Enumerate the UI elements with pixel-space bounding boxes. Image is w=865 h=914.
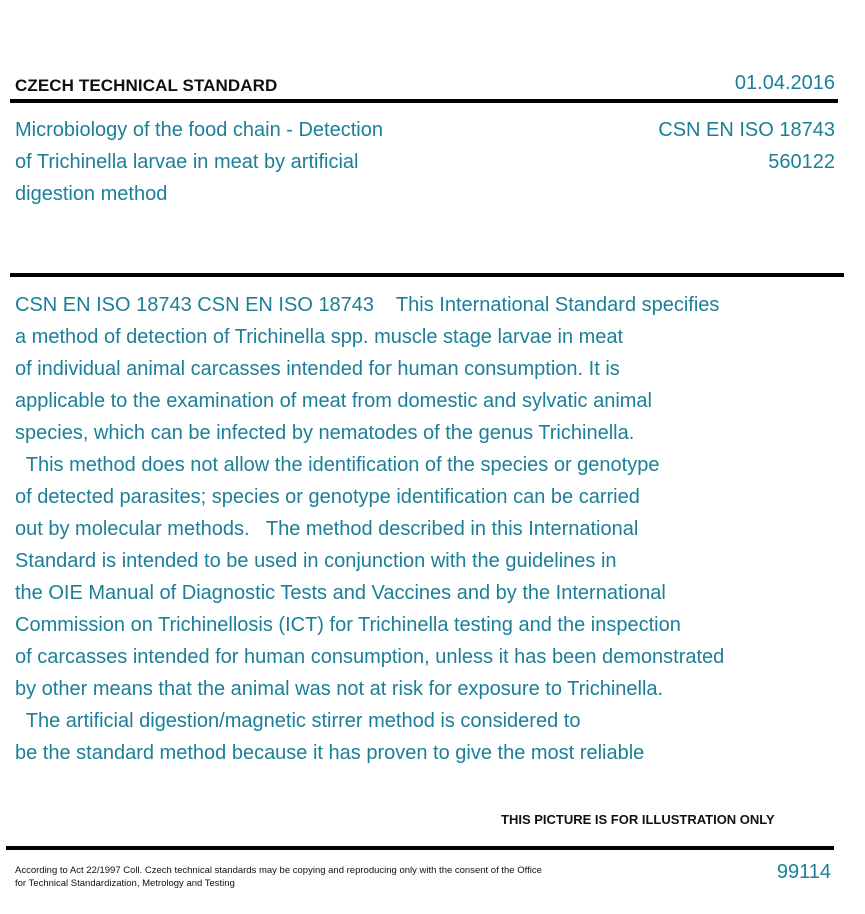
- copyright-line: for Technical Standardization, Metrology and Testing: [15, 878, 235, 889]
- copyright-notice: [15, 864, 595, 890]
- document-header-title: CZECH TECHNICAL STANDARD: [15, 76, 278, 95]
- abstract-line: be the standard method because it has proven to give the most reliable: [15, 742, 645, 764]
- standard-number: 560122: [768, 151, 835, 173]
- copyright-line: According to Act 22/1997 Coll. Czech technical standards may be copying and reproducing only with the consent of the Office: [15, 865, 542, 876]
- abstract-line: The artificial digestion/magnetic stirrer method is considered to: [15, 710, 581, 732]
- standard-code: CSN EN ISO 18743: [658, 119, 835, 141]
- abstract-line: species, which can be infected by nematodes of the genus Trichinella.: [15, 422, 635, 444]
- footer-divider: [6, 846, 834, 850]
- abstract-line: of detected parasites; species or genotype identification can be carried: [15, 486, 640, 508]
- header-divider: [10, 99, 838, 103]
- abstract-line: CSN EN ISO 18743 CSN EN ISO 18743 This International Standard specifies: [15, 294, 720, 316]
- abstract-line: by other means that the animal was not at risk for exposure to Trichinella.: [15, 678, 664, 700]
- abstract-line: the OIE Manual of Diagnostic Tests and Vaccines and by the International: [15, 582, 666, 604]
- section-divider: [10, 273, 844, 277]
- illustration-notice: THIS PICTURE IS FOR ILLUSTRATION ONLY: [501, 812, 775, 827]
- standard-title-line: digestion method: [15, 183, 168, 205]
- abstract-line: a method of detection of Trichinella spp. muscle stage larvae in meat: [15, 326, 624, 348]
- abstract-line: Commission on Trichinellosis (ICT) for Trichinella testing and the inspection: [15, 614, 681, 636]
- abstract-line: of carcasses intended for human consumption, unless it has been demonstrated: [15, 646, 725, 668]
- standard-title: [15, 114, 435, 210]
- abstract-line: Standard is intended to be used in conjunction with the guidelines in: [15, 550, 617, 572]
- standard-title-line: Microbiology of the food chain - Detection: [15, 119, 383, 141]
- abstract-line: of individual animal carcasses intended for human consumption. It is: [15, 358, 620, 380]
- abstract-line: applicable to the examination of meat from domestic and sylvatic animal: [15, 390, 652, 412]
- standard-title-line: of Trichinella larvae in meat by artificial: [15, 151, 359, 173]
- abstract-line: out by molecular methods. The method described in this International: [15, 518, 639, 540]
- catalog-code: 99114: [776, 861, 831, 883]
- publication-date: 01.04.2016: [734, 72, 835, 94]
- standard-identifiers: [658, 114, 835, 178]
- abstract-line: This method does not allow the identification of the species or genotype: [15, 454, 660, 476]
- standard-abstract: [15, 289, 805, 769]
